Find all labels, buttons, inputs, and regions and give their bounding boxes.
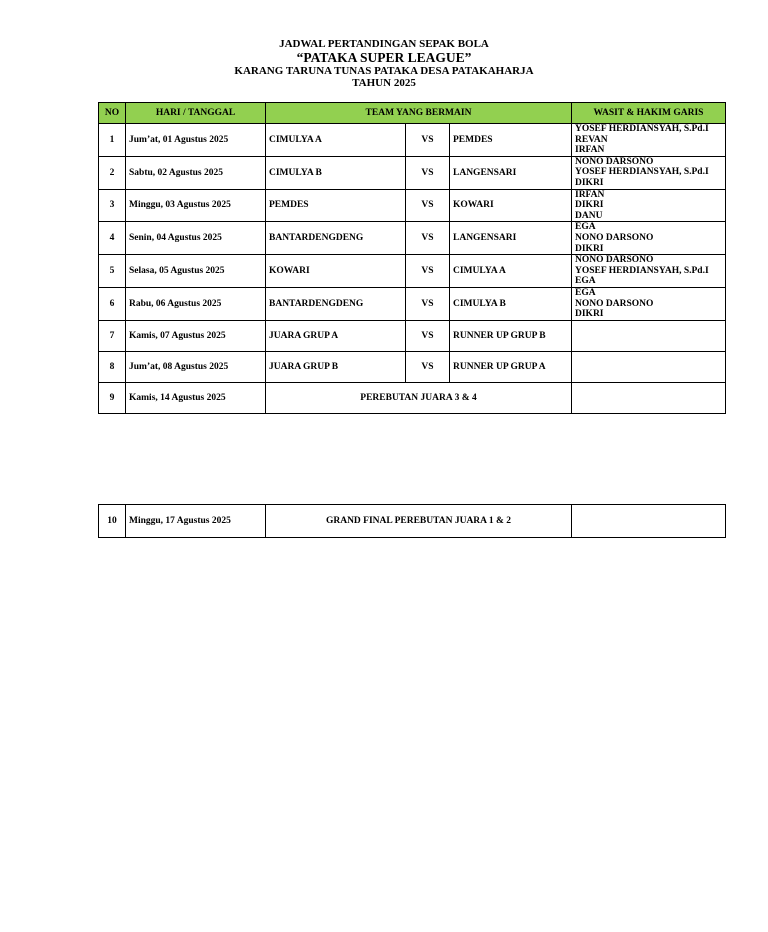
table-row	[99, 505, 726, 538]
referee-name: YOSEF HERDIANSYAH, S.Pd.I	[575, 167, 709, 178]
referee-name: DIKRI	[575, 243, 604, 254]
match-date: Selasa, 05 Agustus 2025	[126, 255, 266, 288]
referee-name: NONO DARSONO	[575, 156, 654, 167]
col-header-referees: WASIT & HAKIM GARIS	[572, 103, 726, 124]
match-event: PEREBUTAN JUARA 3 & 4	[266, 382, 572, 413]
col-header-date: HARI / TANGGAL	[126, 103, 266, 124]
vs-label: VS	[406, 124, 450, 157]
referee-name: DIKRI	[575, 177, 604, 188]
match-no: 9	[99, 382, 126, 413]
referee-name: NONO DARSONO	[575, 232, 654, 243]
referee-cell	[572, 124, 726, 157]
match-no: 1	[99, 124, 126, 157]
match-no: 3	[99, 189, 126, 222]
away-team: KOWARI	[450, 189, 572, 222]
away-team: LANGENSARI	[450, 222, 572, 255]
referee-cell	[572, 320, 726, 351]
referee-name: EGA	[575, 287, 596, 298]
table-row	[99, 351, 726, 382]
referee-name: DIKRI	[575, 200, 604, 211]
referee-name: DANU	[575, 210, 603, 221]
home-team: JUARA GRUP B	[266, 351, 406, 382]
home-team: BANTARDENGDENG	[266, 287, 406, 320]
referee-cell	[572, 505, 726, 538]
organizer: KARANG TARUNA TUNAS PATAKA DESA PATAKAHARJA	[234, 65, 534, 77]
referee-name: DIKRI	[575, 309, 604, 320]
col-header-no: NO	[99, 103, 126, 124]
referee-name: REVAN	[575, 134, 608, 145]
referee-name: YOSEF HERDIANSYAH, S.Pd.I	[575, 265, 709, 276]
referee-cell	[572, 287, 726, 320]
table-row	[99, 287, 726, 320]
home-team: BANTARDENGDENG	[266, 222, 406, 255]
away-team: PEMDES	[450, 124, 572, 157]
table-row	[99, 255, 726, 288]
referee-cell	[572, 156, 726, 189]
match-no: 6	[99, 287, 126, 320]
referee-cell	[572, 255, 726, 288]
vs-label: VS	[406, 287, 450, 320]
table-row	[99, 222, 726, 255]
away-team: CIMULYA A	[450, 255, 572, 288]
home-team: PEMDES	[266, 189, 406, 222]
home-team: CIMULYA B	[266, 156, 406, 189]
home-team: KOWARI	[266, 255, 406, 288]
referee-cell	[572, 222, 726, 255]
match-date: Jum’at, 08 Agustus 2025	[126, 351, 266, 382]
away-team: RUNNER UP GRUP B	[450, 320, 572, 351]
match-date: Sabtu, 02 Agustus 2025	[126, 156, 266, 189]
referee-name: IRFAN	[575, 189, 605, 200]
away-team: CIMULYA B	[450, 287, 572, 320]
referee-name: NONO DARSONO	[575, 298, 654, 309]
referee-name: IRFAN	[575, 145, 605, 156]
vs-label: VS	[406, 320, 450, 351]
table-row	[99, 124, 726, 157]
referee-cell	[572, 382, 726, 413]
away-team: LANGENSARI	[450, 156, 572, 189]
home-team: JUARA GRUP A	[266, 320, 406, 351]
match-no: 4	[99, 222, 126, 255]
vs-label: VS	[406, 189, 450, 222]
match-no: 5	[99, 255, 126, 288]
referee-name: NONO DARSONO	[575, 255, 654, 266]
match-date: Jum’at, 01 Agustus 2025	[126, 124, 266, 157]
match-no: 7	[99, 320, 126, 351]
col-header-teams: TEAM YANG BERMAIN	[266, 103, 572, 124]
table-row	[99, 320, 726, 351]
match-no: 8	[99, 351, 126, 382]
league-name: “PATAKA SUPER LEAGUE”	[296, 50, 472, 65]
match-date: Kamis, 14 Agustus 2025	[126, 382, 266, 413]
table-header-row	[99, 103, 726, 124]
vs-label: VS	[406, 351, 450, 382]
match-date: Minggu, 17 Agustus 2025	[126, 505, 266, 538]
vs-label: VS	[406, 222, 450, 255]
referee-cell	[572, 351, 726, 382]
match-date: Kamis, 07 Agustus 2025	[126, 320, 266, 351]
away-team: RUNNER UP GRUP A	[450, 351, 572, 382]
table-row	[99, 189, 726, 222]
match-date: Senin, 04 Agustus 2025	[126, 222, 266, 255]
schedule-table	[98, 102, 726, 414]
vs-label: VS	[406, 156, 450, 189]
final-table	[98, 504, 726, 538]
referee-cell	[572, 189, 726, 222]
referee-name: YOSEF HERDIANSYAH, S.Pd.I	[575, 124, 709, 134]
match-no: 2	[99, 156, 126, 189]
year: TAHUN 2025	[352, 77, 416, 89]
match-date: Rabu, 06 Agustus 2025	[126, 287, 266, 320]
match-date: Minggu, 03 Agustus 2025	[126, 189, 266, 222]
referee-name: EGA	[575, 222, 596, 233]
referee-name: EGA	[575, 276, 596, 287]
schedule-title: JADWAL PERTANDINGAN SEPAK BOLA	[279, 38, 489, 50]
vs-label: VS	[406, 255, 450, 288]
home-team: CIMULYA A	[266, 124, 406, 157]
match-event: GRAND FINAL PEREBUTAN JUARA 1 & 2	[266, 505, 572, 538]
table-row	[99, 156, 726, 189]
match-no: 10	[99, 505, 126, 538]
table-row	[99, 382, 726, 413]
